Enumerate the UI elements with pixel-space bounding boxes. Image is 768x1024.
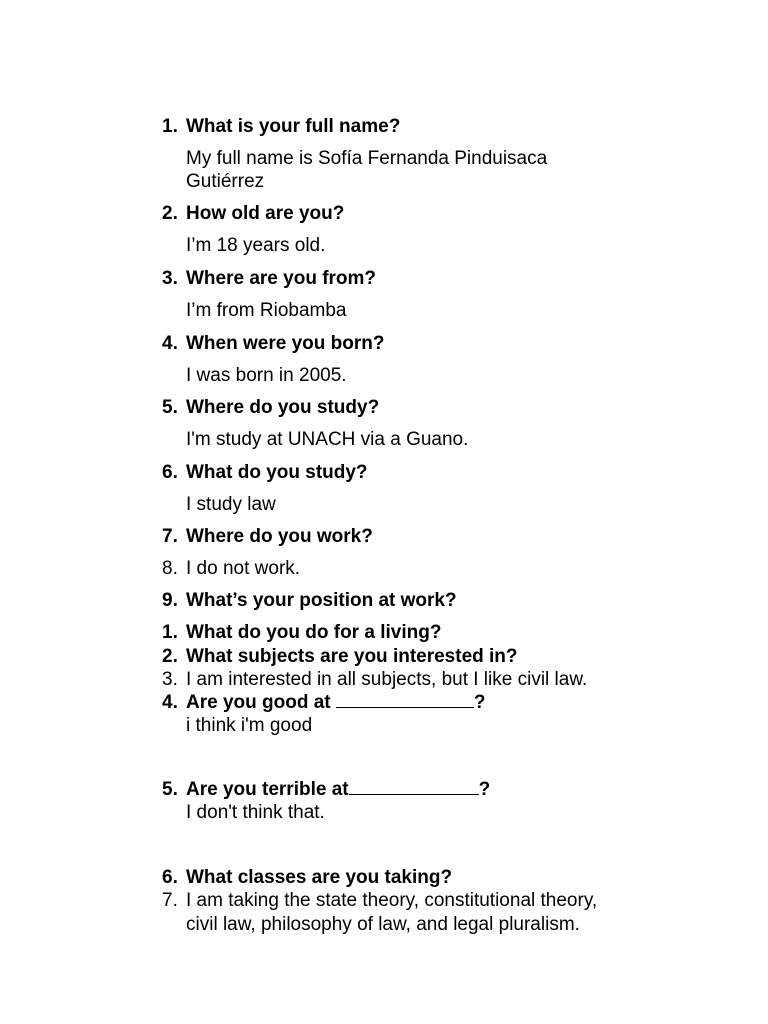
question-text: What classes are you taking? <box>186 867 453 888</box>
question-text: What’s your position at work? <box>186 590 457 611</box>
item-number: 3. <box>162 268 178 289</box>
answer-text: I was born in 2005. <box>186 365 347 386</box>
item-number: 4. <box>162 333 178 354</box>
question-text: What do you study? <box>186 462 368 483</box>
item-number: 7. <box>162 890 178 911</box>
question-text <box>186 691 486 714</box>
item-number: 7. <box>162 526 178 547</box>
item-number: 2. <box>162 646 178 667</box>
question-text: What subjects are you interested in? <box>186 646 518 667</box>
item-number: 6. <box>162 867 178 888</box>
item-number: 1. <box>162 116 178 137</box>
answer-text: civil law, philosophy of law, and legal pluralism. <box>186 914 580 935</box>
question-text: How old are you? <box>186 203 345 224</box>
answer-blank <box>349 778 479 795</box>
answer-text: Gutiérrez <box>186 171 265 192</box>
item-number: 2. <box>162 203 178 224</box>
answer-text: I study law <box>186 494 276 515</box>
answer-text: I'm study at UNACH via a Guano. <box>186 429 469 450</box>
item-number: 3. <box>162 669 178 690</box>
answer-text: I’m 18 years old. <box>186 235 326 256</box>
item-number: 5. <box>162 397 178 418</box>
answer-text: I am taking the state theory, constitutional theory, <box>186 890 598 911</box>
question-text: Where do you study? <box>186 397 380 418</box>
item-number: 5. <box>162 779 178 800</box>
question-text: What do you do for a living? <box>186 622 442 643</box>
item-number: 9. <box>162 590 178 611</box>
answer-text: I’m from Riobamba <box>186 300 347 321</box>
answer-text: I don't think that. <box>186 802 325 823</box>
question-text: When were you born? <box>186 333 385 354</box>
question-text: What is your full name? <box>186 116 401 137</box>
item-number: 1. <box>162 622 178 643</box>
question-text-start: Are you good at <box>186 692 336 713</box>
item-number: 6. <box>162 462 178 483</box>
question-mark: ? <box>473 692 486 713</box>
question-text: Where do you work? <box>186 526 373 547</box>
question-text <box>186 778 490 801</box>
item-number: 8. <box>162 558 178 579</box>
question-mark: ? <box>478 779 491 800</box>
answer-text: My full name is Sofía Fernanda Pinduisaca <box>186 148 548 169</box>
item-number: 4. <box>162 692 178 713</box>
question-text-start: Are you terrible at <box>186 779 349 800</box>
question-text: Where are you from? <box>186 268 377 289</box>
answer-blank <box>336 691 474 708</box>
answer-text: i think i'm good <box>186 715 313 736</box>
answer-text: I am interested in all subjects, but I like civil law. <box>186 669 588 690</box>
answer-text: I do not work. <box>186 558 301 579</box>
